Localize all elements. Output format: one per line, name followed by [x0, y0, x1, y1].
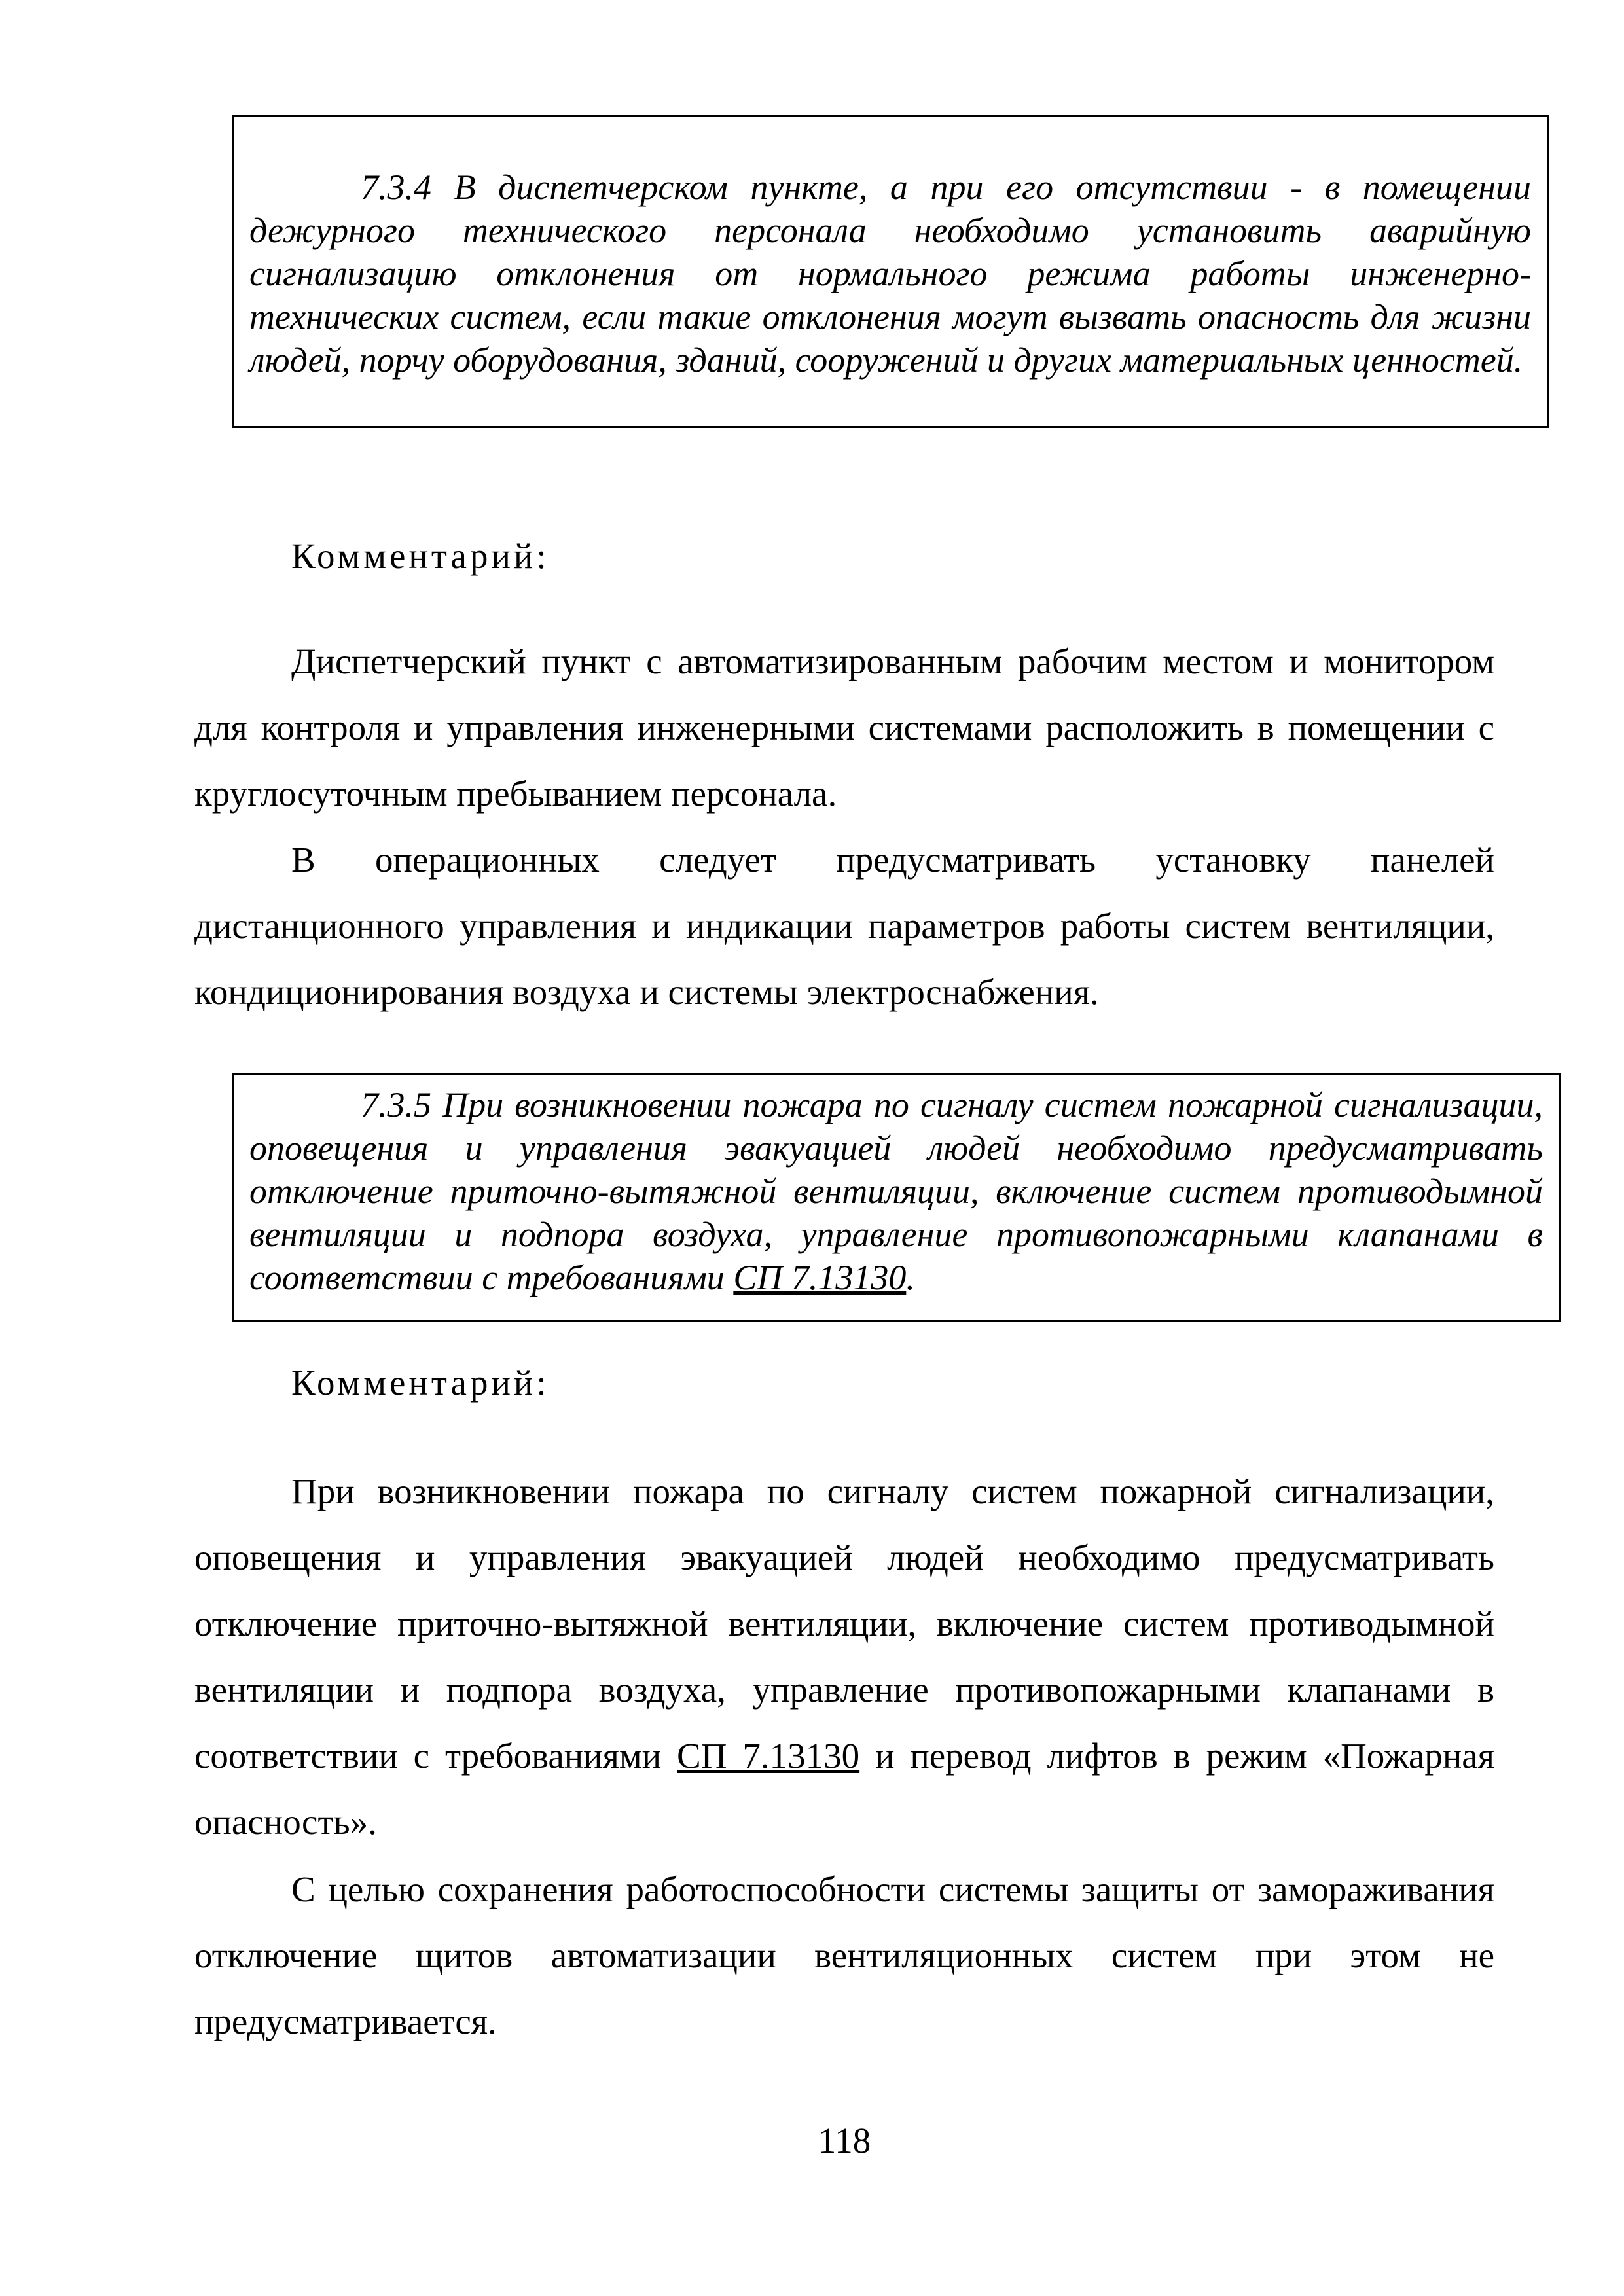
comment-1-paragraph-2: В операционных следует предусматривать установку панелей дистанционного управления и индикации параметров работы систем вентиляции, кондиционирования воздуха и системы электроснабжения.: [194, 840, 1494, 1012]
clause-7-3-4-box: [232, 115, 1549, 428]
clause-7-3-5-text-main: 7.3.5 При возникновении пожара по сигналу систем пожарной сигнализации, оповещения и управления эвакуацией людей необходимо предусматривать отключение приточно-вытяжной вентиляции, включение систем противодымной вентиляции и подпора воздуха, управление противопожарными клапанами в соответствии с требованиями: [249, 1085, 1543, 1297]
comment-2-paragraph-1-end: и перевод лифтов в режим «Пожарная опасность».: [194, 1736, 1494, 1842]
clause-7-3-5-text: [249, 1083, 1543, 1299]
comment-1-paragraph-1: Диспетчерский пункт с автоматизированным рабочим местом и монитором для контроля и управления инженерными системами расположить в помещении с круглосуточным пребыванием персонала.: [194, 641, 1494, 814]
comment-2-paragraph-2: С целью сохранения работоспособности системы защиты от замораживания отключение щитов автоматизации вентиляционных систем при этом не предусматривается.: [194, 1869, 1494, 2041]
sp-7-13130-link[interactable]: СП 7.13130: [677, 1736, 860, 1776]
clause-7-3-5-text-end: .: [906, 1258, 915, 1297]
comment-label-2: Комментарий:: [291, 1363, 550, 1403]
comment-label-1: Комментарий:: [291, 536, 550, 576]
page-number: 118: [818, 2121, 871, 2161]
comment-2-paragraph-1-main: При возникновении пожара по сигналу систем пожарной сигнализации, оповещения и управления эвакуацией людей необходимо предусматривать отключение приточно-вытяжной вентиляции, включение систем противодымной вентиляции и подпора воздуха, управление противопожарными клапанами в соответствии с требованиями: [194, 1471, 1494, 1776]
clause-7-3-4-text: 7.3.4 В диспетчерском пункте, а при его отсутствии - в помещении дежурного технического персонала необходимо установить аварийную сигнализацию отклонения от нормального режима работы инженерно-технических систем, если такие отклонения могут вызвать опасность для жизни людей, порчу оборудования, зданий, сооружений и других материальных ценностей.: [249, 168, 1531, 380]
sp-7-13130-link[interactable]: СП 7.13130: [733, 1258, 907, 1297]
clause-7-3-5-box: [232, 1073, 1561, 1322]
comment-2-paragraph-1: [194, 1458, 1494, 1855]
